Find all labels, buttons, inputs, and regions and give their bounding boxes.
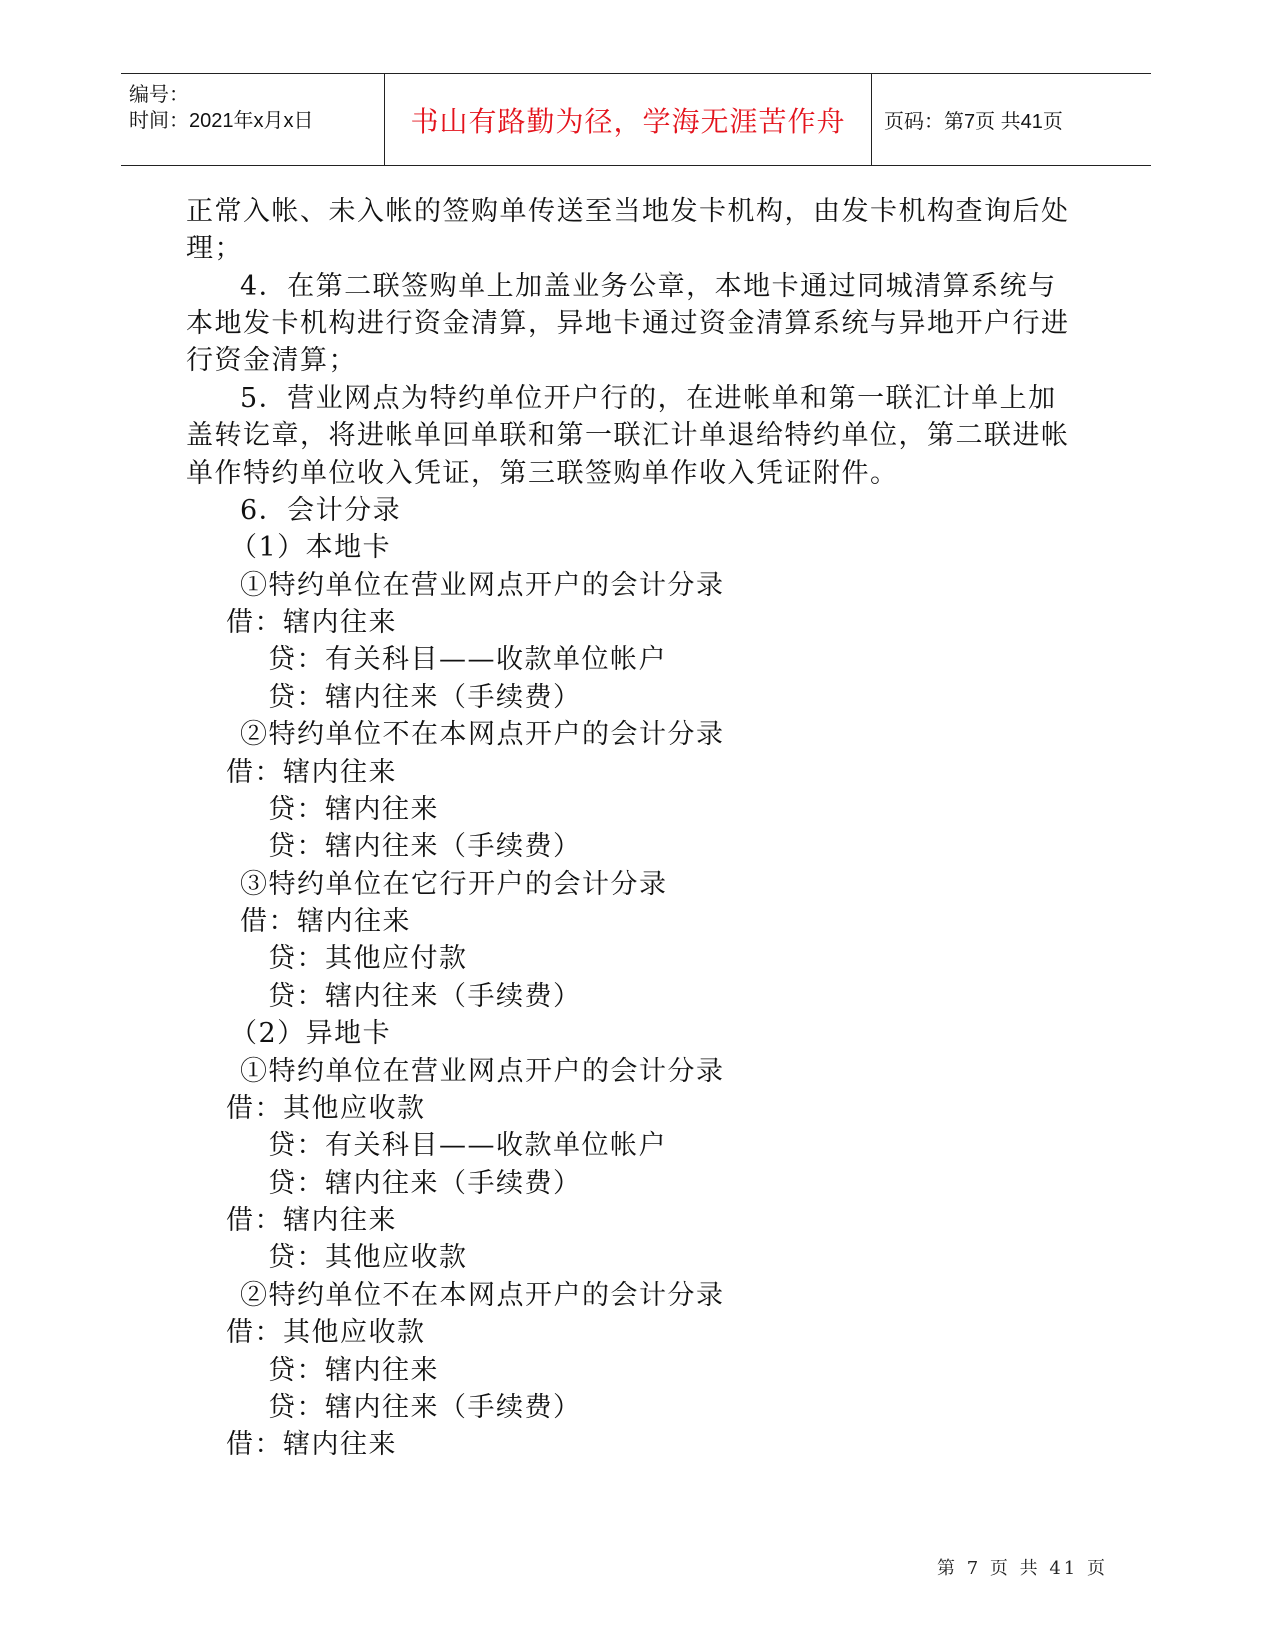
text-line: 贷：辖内往来（手续费） (268, 1392, 582, 1423)
text-line: 贷：其他应收款 (268, 1242, 468, 1273)
header-info-cell (121, 74, 385, 165)
text-line: 贷：辖内往来（手续费） (268, 682, 582, 713)
text-line: 借：辖内往来 (226, 757, 397, 788)
text-line: 贷：辖内往来（手续费） (268, 981, 582, 1012)
text-line: 正常入帐、未入帐的签购单传送至当地发卡机构，由发卡机构查询后处 (186, 196, 1070, 227)
page-footer-number: 第 7 页 共 41 页 (937, 1558, 1108, 1579)
text-line: ③特约单位在它行开户的会计分录 (240, 869, 668, 900)
text-line: 盖转讫章，将进帐单回单联和第一联汇计单退给特约单位，第二联进帐 (186, 420, 1070, 451)
text-line: ①特约单位在营业网点开户的会计分录 (240, 1056, 725, 1087)
text-line: 本地发卡机构进行资金清算，异地卡通过资金清算系统与异地开户行进 (186, 308, 1070, 339)
text-line: 贷：辖内往来（手续费） (268, 1168, 582, 1199)
text-line: 6．会计分录 (240, 495, 402, 526)
text-line: 贷：辖内往来 (268, 794, 439, 825)
text-line: ①特约单位在营业网点开户的会计分录 (240, 570, 725, 601)
motto-text: 书山有路勤为径，学海无涯苦作舟 (410, 104, 846, 138)
text-line: 4．在第二联签购单上加盖业务公章，本地卡通过同城清算系统与 (240, 271, 1057, 302)
serial-number-label: 编号： (129, 84, 189, 106)
text-line: 贷：辖内往来 (268, 1355, 439, 1386)
text-line: 单作特约单位收入凭证，第三联签购单作收入凭证附件。 (186, 458, 899, 489)
text-line: 借：其他应收款 (226, 1317, 426, 1348)
text-line: ②特约单位不在本网点开户的会计分录 (240, 719, 725, 750)
time-label: 时间：2021年x月x日 (129, 110, 314, 132)
text-line: 借：辖内往来 (226, 607, 397, 638)
header-page-cell (872, 74, 1151, 165)
text-line: 贷：有关科目——收款单位帐户 (268, 1130, 667, 1161)
text-line: 借：辖内往来 (226, 1429, 397, 1460)
text-line: 贷：其他应付款 (268, 943, 468, 974)
header-motto-cell (385, 74, 872, 165)
text-line: ②特约单位不在本网点开户的会计分录 (240, 1280, 725, 1311)
text-line: 贷：辖内往来（手续费） (268, 831, 582, 862)
text-line: 贷：有关科目——收款单位帐户 (268, 644, 667, 675)
text-line: （2）异地卡 (230, 1018, 392, 1049)
text-line: 借：其他应收款 (226, 1093, 426, 1124)
page-header (121, 73, 1151, 166)
text-line: 理； (186, 233, 243, 264)
text-line: 借：辖内往来 (226, 1205, 397, 1236)
page-number-label: 页码：第7页 共41页 (884, 111, 1063, 133)
text-line: 行资金清算； (186, 345, 357, 376)
text-line: 5．营业网点为特约单位开户行的，在进帐单和第一联汇计单上加 (240, 383, 1057, 414)
text-line: （1）本地卡 (230, 532, 392, 563)
text-line: 借：辖内往来 (240, 906, 411, 937)
